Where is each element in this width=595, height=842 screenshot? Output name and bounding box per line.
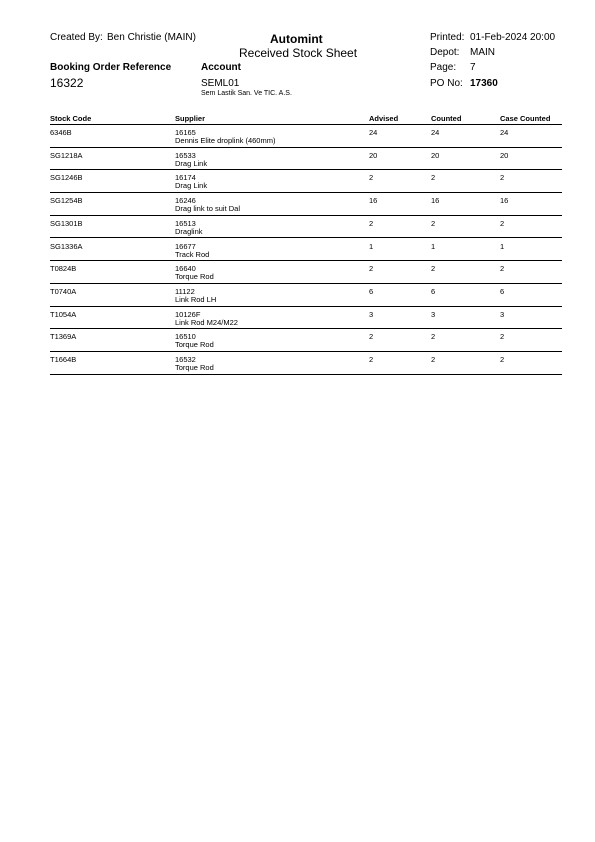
case-counted-cell: 16 [500, 196, 509, 206]
printed-value: 01-Feb-2024 20:00 [470, 32, 556, 43]
col-case-counted: Case Counted [500, 114, 551, 123]
stock-code-cell: T0824B [50, 264, 77, 274]
description-cell: Drag link to suit Dal [175, 204, 241, 214]
advised-cell: 6 [369, 286, 374, 296]
account-label: Account [201, 62, 241, 73]
created-by-label: Created By: [50, 32, 103, 43]
advised-cell: 2 [369, 218, 374, 228]
description-cell: Draglink [175, 226, 203, 236]
supplier-code-cell: 16174 [175, 173, 196, 183]
table-row [0, 170, 595, 193]
booking-ref-label: Booking Order Reference [50, 62, 172, 73]
table-row [0, 284, 595, 307]
supplier-code-cell: 16532 [175, 355, 196, 364]
col-supplier: Supplier [175, 114, 206, 123]
description-cell: Drag Link [175, 181, 208, 191]
printed-label: Printed: [430, 32, 465, 43]
counted-cell: 24 [431, 128, 440, 137]
stock-code-cell: SG1301B [50, 218, 83, 228]
supplier-code-cell: 16533 [175, 150, 196, 160]
created-by-value: Ben Christie (MAIN) [107, 32, 196, 43]
supplier-code-cell: 10126F [175, 309, 201, 319]
case-counted-cell: 2 [500, 264, 505, 274]
description-cell: Torque Rod [175, 340, 214, 350]
advised-cell: 2 [369, 332, 374, 342]
col-advised: Advised [369, 114, 399, 123]
depot-value: MAIN [470, 47, 495, 58]
description-cell: Track Rod [175, 249, 210, 259]
description-cell: Drag Link [175, 158, 208, 168]
advised-cell: 2 [369, 264, 374, 274]
supplier-code-cell: 16246 [175, 196, 196, 206]
advised-cell: 16 [369, 196, 378, 206]
description-cell: Dennis Elite droplink (460mm) [175, 136, 276, 145]
counted-cell: 16 [431, 196, 440, 206]
stock-code-cell: SG1246B [50, 173, 83, 183]
counted-cell: 2 [431, 355, 436, 364]
advised-cell: 20 [369, 150, 378, 160]
description-cell: Torque Rod [175, 363, 214, 372]
account-value: SEML01 [201, 78, 240, 89]
stock-code-cell: 6346B [50, 128, 72, 137]
counted-cell: 2 [431, 264, 436, 274]
advised-cell: 3 [369, 309, 374, 319]
case-counted-cell: 2 [500, 355, 505, 364]
po-label: PO No: [430, 78, 463, 89]
stock-code-cell: T0740A [50, 286, 77, 296]
case-counted-cell: 6 [500, 286, 505, 296]
depot-label: Depot: [430, 47, 460, 58]
case-counted-cell: 20 [500, 150, 509, 160]
case-counted-cell: 2 [500, 332, 505, 342]
description-cell: Torque Rod [175, 272, 214, 282]
counted-cell: 3 [431, 309, 436, 319]
stock-code-cell: SG1254B [50, 196, 83, 206]
booking-ref-value: 16322 [50, 76, 84, 90]
case-counted-cell: 3 [500, 309, 505, 319]
supplier-code-cell: 16640 [175, 264, 196, 274]
table-row [0, 261, 595, 284]
case-counted-cell: 2 [500, 218, 505, 228]
counted-cell: 6 [431, 286, 436, 296]
stock-code-cell: T1664B [50, 355, 77, 364]
supplier-code-cell: 16677 [175, 241, 196, 251]
table-row [0, 193, 595, 216]
table-row [0, 125, 595, 148]
counted-cell: 2 [431, 218, 436, 228]
supplier-code-cell: 16510 [175, 332, 196, 342]
counted-cell: 2 [431, 173, 436, 183]
advised-cell: 2 [369, 355, 374, 364]
counted-cell: 1 [431, 241, 436, 251]
table-row [0, 307, 595, 330]
stock-code-cell: SG1218A [50, 150, 83, 160]
table-row [0, 216, 595, 239]
document-title: Received Stock Sheet [239, 46, 358, 60]
counted-cell: 2 [431, 332, 436, 342]
case-counted-cell: 1 [500, 241, 505, 251]
advised-cell: 1 [369, 241, 374, 251]
description-cell: Link Rod M24/M22 [175, 317, 238, 327]
stock-code-cell: T1369A [50, 332, 77, 342]
advised-cell: 24 [369, 128, 378, 137]
description-cell: Link Rod LH [175, 294, 217, 304]
stock-code-cell: T1054A [50, 309, 77, 319]
case-counted-cell: 2 [500, 173, 505, 183]
supplier-code-cell: 11122 [175, 286, 195, 296]
table-row [0, 329, 595, 352]
col-counted: Counted [431, 114, 462, 123]
row-divider [50, 374, 562, 375]
supplier-code-cell: 16513 [175, 218, 196, 228]
table-row [0, 148, 595, 171]
page-value: 7 [470, 62, 476, 73]
po-value: 17360 [470, 78, 498, 89]
account-name: Sem Lastik San. Ve TIC. A.S. [201, 90, 292, 97]
page-label: Page: [430, 62, 457, 73]
supplier-code-cell: 16165 [175, 128, 196, 137]
stock-code-cell: SG1336A [50, 241, 83, 251]
col-stock-code: Stock Code [50, 114, 92, 123]
table-row [0, 239, 595, 262]
advised-cell: 2 [369, 173, 374, 183]
case-counted-cell: 24 [500, 128, 509, 137]
company-name: Automint [270, 32, 323, 46]
counted-cell: 20 [431, 150, 440, 160]
table-row [0, 352, 595, 375]
